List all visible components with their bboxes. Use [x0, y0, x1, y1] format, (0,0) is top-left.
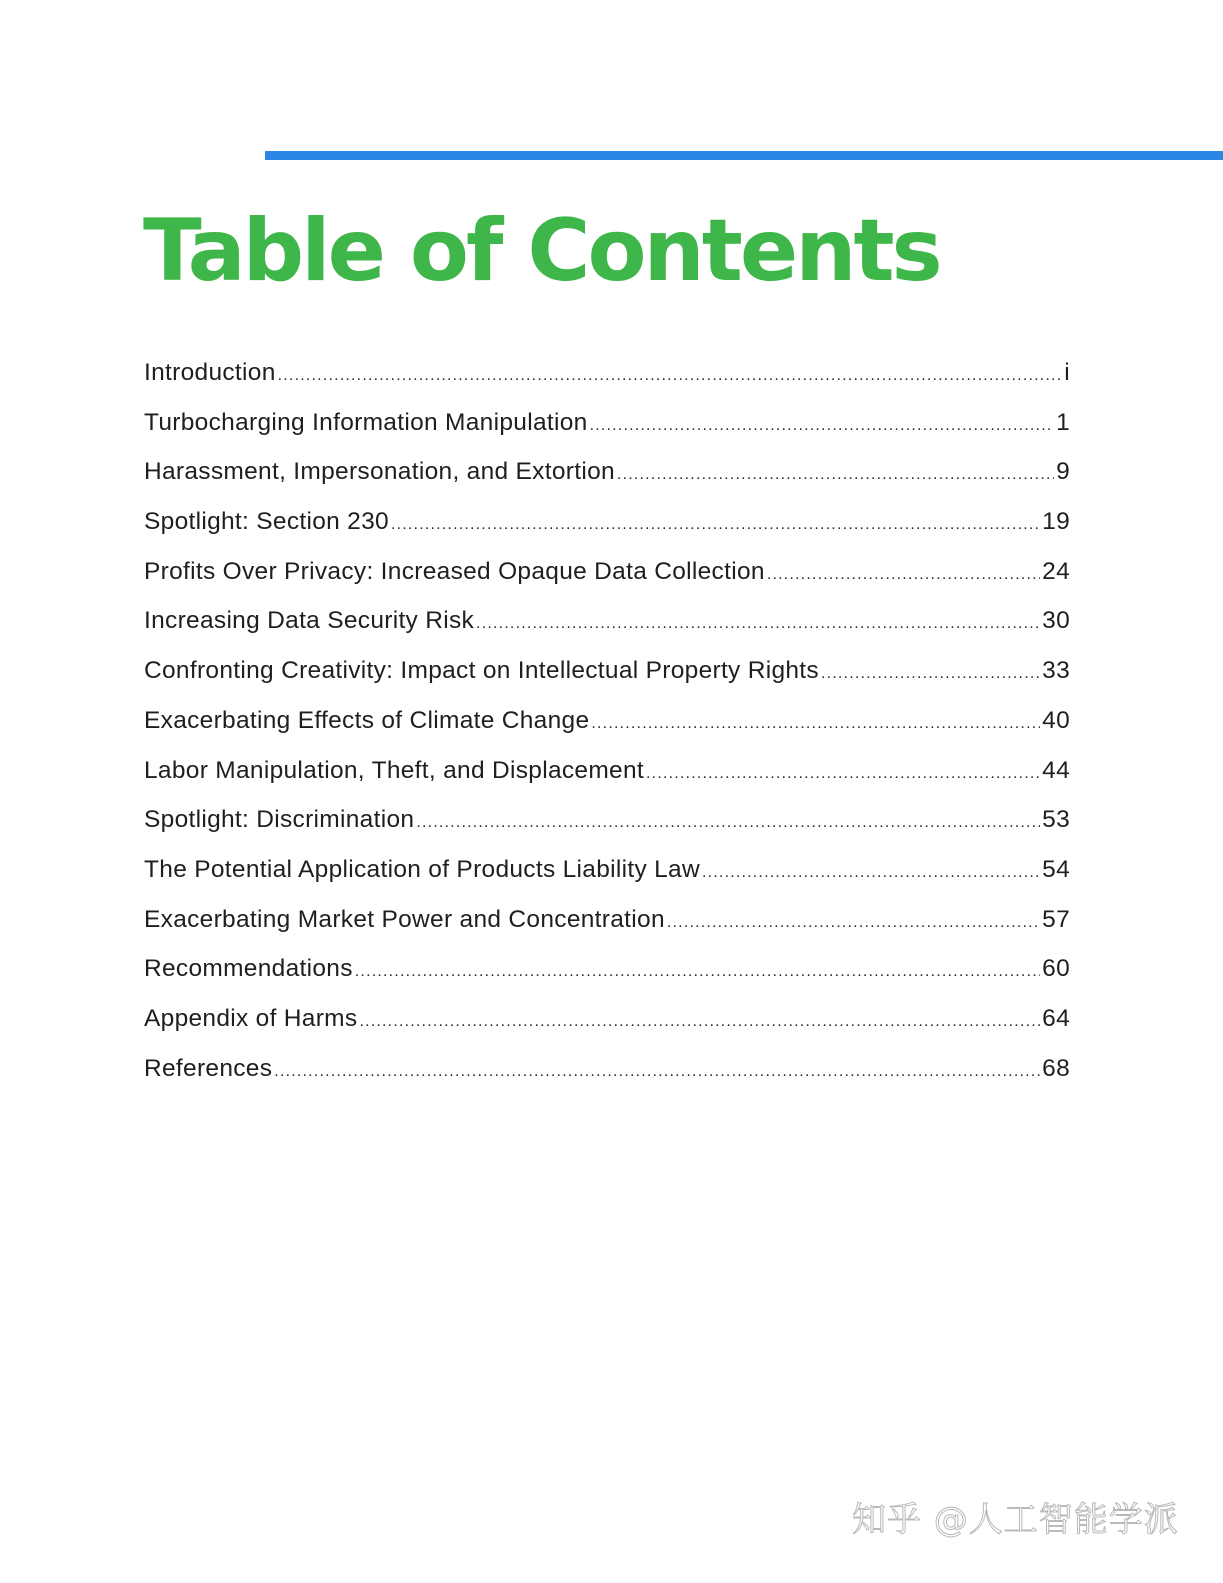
toc-entry[interactable]: [144, 447, 1070, 497]
toc-entry-page: 54: [1042, 855, 1070, 883]
toc-dot-leader: [359, 997, 1040, 1047]
toc-entry[interactable]: [144, 845, 1070, 895]
toc-entry-label: Confronting Creativity: Impact on Intellectual Property Rights: [144, 657, 819, 685]
toc-dot-leader: [476, 599, 1040, 649]
toc-entry-page: 40: [1042, 706, 1070, 734]
toc-entry-label: References: [144, 1054, 273, 1082]
toc-dot-leader: [617, 450, 1054, 500]
watermark: 知乎 @人工智能学派: [852, 1500, 1179, 1540]
toc-entry-page: 24: [1042, 557, 1070, 585]
header-rule: [265, 151, 1223, 160]
toc-entry-page: 9: [1056, 458, 1070, 486]
toc-entry[interactable]: [144, 646, 1070, 696]
toc-entry-label: Introduction: [144, 359, 276, 386]
toc-dot-leader: [702, 848, 1040, 898]
toc-entry-label: Spotlight: Section 230: [144, 508, 389, 536]
toc-dot-leader: [416, 798, 1040, 848]
toc-dot-leader: [821, 649, 1040, 699]
toc-entry[interactable]: [144, 348, 1070, 398]
toc-entry[interactable]: [144, 497, 1070, 547]
toc-list: [144, 348, 1070, 1093]
toc-entry-page: 1: [1056, 408, 1070, 436]
toc-entry[interactable]: [144, 1044, 1070, 1094]
toc-entry[interactable]: [144, 746, 1070, 796]
toc-entry-page: 19: [1042, 508, 1070, 536]
toc-entry[interactable]: [144, 994, 1070, 1044]
toc-entry[interactable]: [144, 795, 1070, 845]
toc-entry-label: Spotlight: Discrimination: [144, 806, 415, 834]
toc-entry[interactable]: [144, 944, 1070, 994]
toc-entry-page: 30: [1042, 607, 1070, 635]
toc-entry[interactable]: [144, 547, 1070, 597]
toc-entry[interactable]: [144, 696, 1070, 746]
toc-entry-label: Harassment, Impersonation, and Extortion: [144, 458, 615, 486]
toc-dot-leader: [590, 401, 1054, 451]
toc-entry-label: Exacerbating Effects of Climate Change: [144, 706, 590, 734]
toc-entry-label: Recommendations: [144, 955, 353, 983]
toc-entry-page: 64: [1042, 1004, 1070, 1032]
toc-dot-leader: [391, 500, 1040, 550]
toc-entry-page: i: [1064, 359, 1070, 386]
page-title: Table of Contents: [143, 201, 940, 301]
toc-entry-page: 53: [1042, 806, 1070, 834]
toc-dot-leader: [355, 947, 1040, 997]
toc-dot-leader: [667, 898, 1040, 948]
toc-entry[interactable]: [144, 596, 1070, 646]
toc-entry[interactable]: [144, 398, 1070, 448]
toc-entry-page: 60: [1042, 955, 1070, 983]
toc-entry-page: 57: [1042, 905, 1070, 933]
toc-dot-leader: [274, 1047, 1040, 1097]
toc-dot-leader: [591, 699, 1040, 749]
toc-dot-leader: [646, 749, 1040, 799]
toc-entry-label: Turbocharging Information Manipulation: [144, 408, 588, 436]
toc-entry-label: The Potential Application of Products Liability Law: [144, 855, 700, 883]
toc-entry-label: Increasing Data Security Risk: [144, 607, 475, 635]
toc-entry-page: 44: [1042, 756, 1070, 784]
toc-dot-leader: [767, 550, 1040, 600]
toc-entry[interactable]: [144, 895, 1070, 945]
toc-entry-label: Appendix of Harms: [144, 1004, 358, 1032]
toc-entry-page: 33: [1042, 657, 1070, 685]
toc-dot-leader: [278, 351, 1063, 401]
toc-entry-label: Labor Manipulation, Theft, and Displacement: [144, 756, 645, 784]
toc-entry-label: Profits Over Privacy: Increased Opaque Data Collection: [144, 557, 765, 585]
toc-entry-label: Exacerbating Market Power and Concentration: [144, 905, 665, 933]
toc-entry-page: 68: [1042, 1054, 1070, 1082]
